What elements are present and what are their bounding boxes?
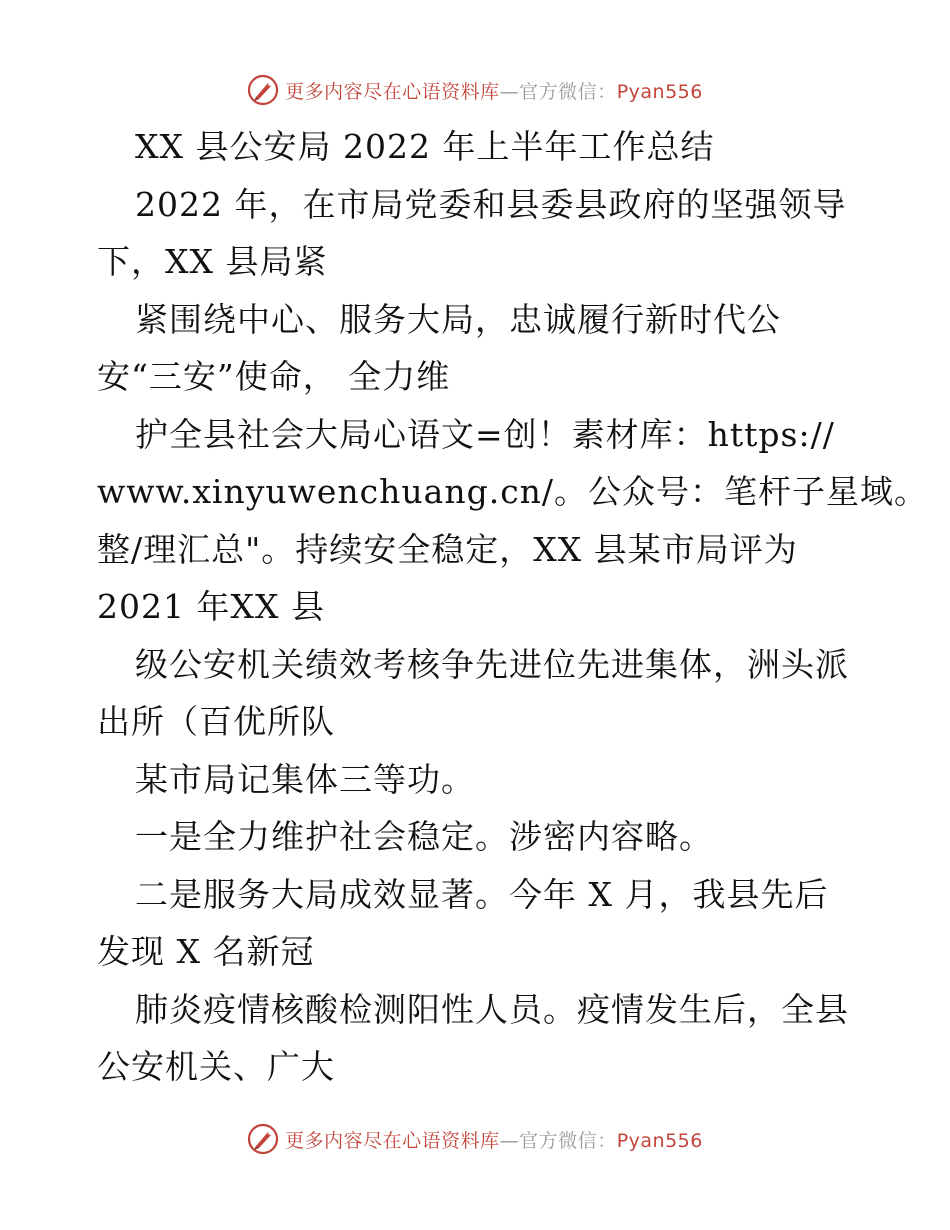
text-line: 公安机关、广大 xyxy=(97,1047,335,1086)
watermark-text xyxy=(285,77,703,104)
quill-pen-icon xyxy=(247,1123,279,1155)
text-line: 二是服务大局成效显著。今年 X 月，我县先后 xyxy=(135,874,829,914)
text-line: 发现 X 名新冠 xyxy=(97,932,315,971)
text-line: 2022 年，在市局党委和县委县政府的坚强领导 xyxy=(135,184,847,224)
text-line: 肺炎疫情核酸检测阳性人员。疫情发生后，全县 xyxy=(135,989,849,1029)
watermark-wechat-id: Pyan556 xyxy=(616,80,703,103)
watermark-text xyxy=(285,1126,703,1153)
text-line: 一是全力维护社会稳定。涉密内容略。 xyxy=(135,817,713,856)
text-line: 安“三安”使命， 全力维 xyxy=(97,357,451,396)
text-line: 出所（百优所队 xyxy=(97,702,335,741)
text-line: 护全县社会大局心语文=创！素材库：https:// xyxy=(135,414,835,454)
footer-watermark xyxy=(0,1119,950,1159)
document-body xyxy=(97,118,929,1096)
text-line: 紧围绕中心、服务大局，忠诚履行新时代公 xyxy=(135,299,781,339)
text-line: 2021 年XX 县 xyxy=(97,587,325,626)
header-watermark xyxy=(0,70,950,110)
watermark-official: —官方微信： xyxy=(499,80,617,103)
document-title: XX 县公安局 2022 年上半年工作总结 xyxy=(135,127,715,166)
watermark-official: —官方微信： xyxy=(499,1129,617,1152)
text-line: 下，XX 县局紧 xyxy=(97,242,328,281)
text-line: 级公安机关绩效考核争先进位先进集体，洲头派 xyxy=(135,644,849,684)
text-line: www.xinyuwenchuang.cn/。公众号：笔杆子星域。 xyxy=(97,472,929,511)
text-line: 某市局记集体三等功。 xyxy=(135,759,475,799)
text-line: 整/理汇总"。持续安全稳定，XX 县某市局评为 xyxy=(97,529,798,569)
watermark-brand: 更多内容尽在心语资料库 xyxy=(285,1129,500,1152)
watermark-brand: 更多内容尽在心语资料库 xyxy=(285,80,500,103)
watermark-wechat-id: Pyan556 xyxy=(616,1129,703,1152)
quill-pen-icon xyxy=(247,74,279,106)
